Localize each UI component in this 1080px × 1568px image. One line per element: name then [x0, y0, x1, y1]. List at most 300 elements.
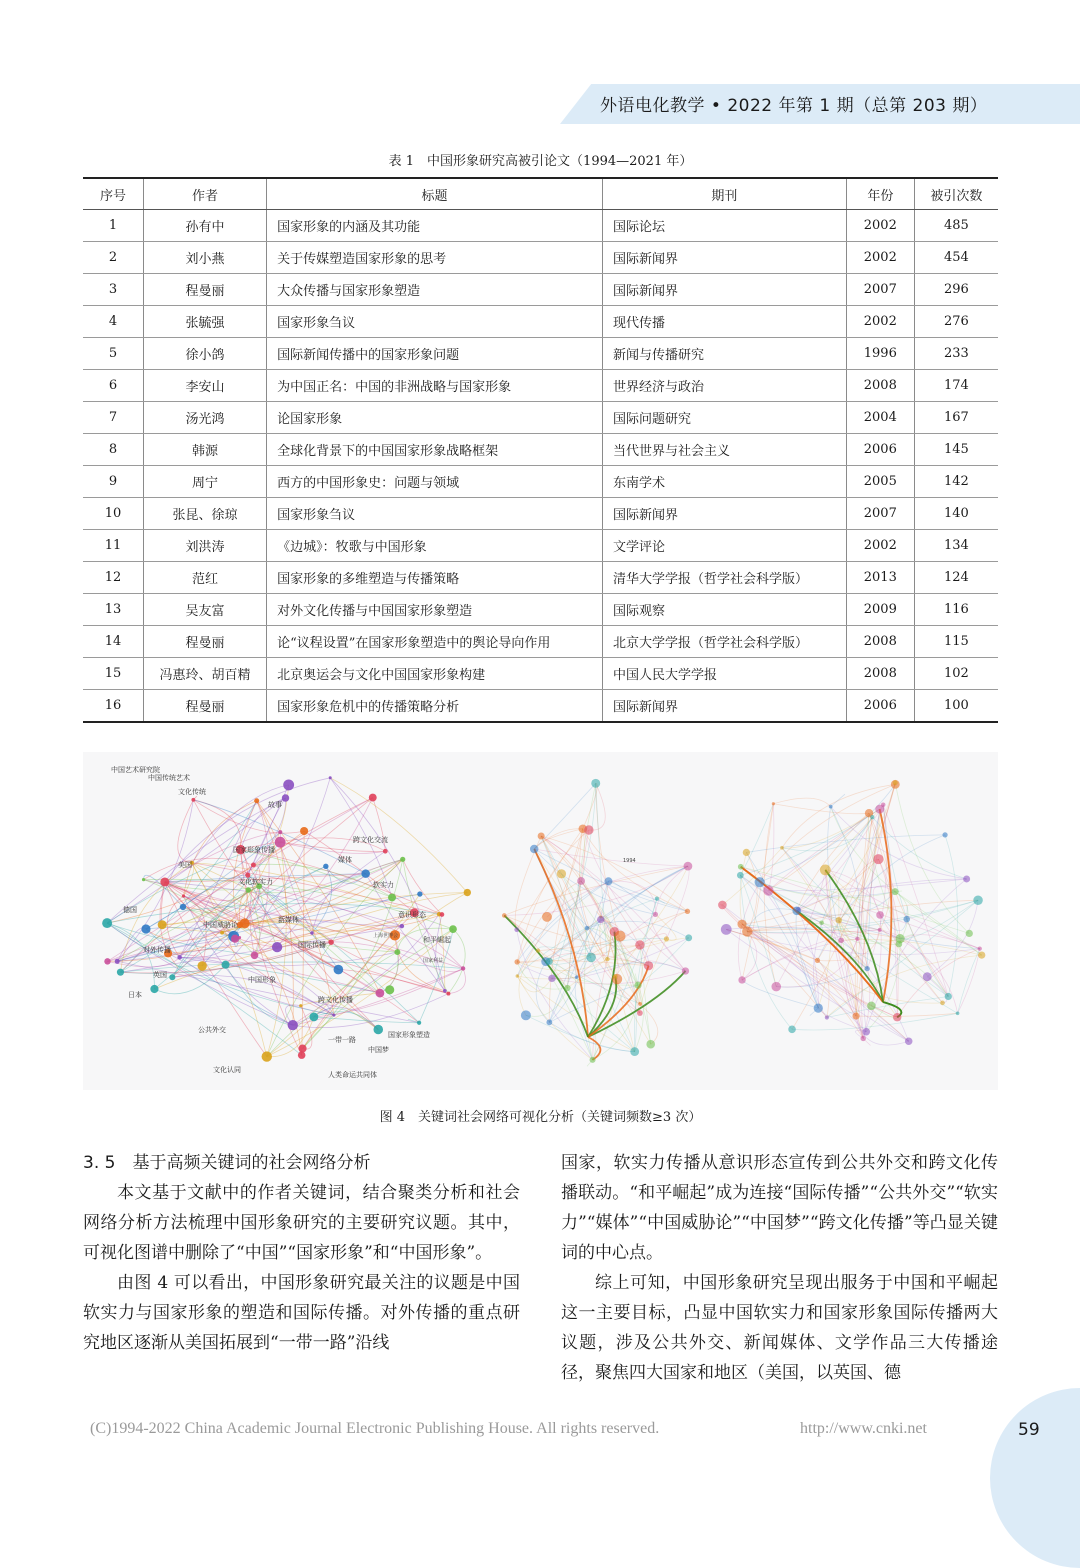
cell-title: 北京奥运会与文化中国国家形象构建 [267, 658, 603, 690]
network-node [873, 854, 883, 864]
cell-title: 国家形象刍议 [267, 306, 603, 338]
cell-citations: 124 [914, 562, 998, 594]
network-node [896, 941, 903, 948]
cell-number: 3 [83, 274, 143, 306]
network-node [417, 1021, 421, 1025]
network-node [630, 1047, 639, 1056]
table-row [83, 658, 998, 690]
network-keyword-label: 文化认同 [213, 1066, 241, 1074]
paragraph: 综上可知，中国形象研究呈现出服务于中国和平崛起这一主要目标，凸显中国软实力和国家形象国际传播两大议题，涉及公共外交、新闻媒体、文学作品三大传播途径，聚焦四大国家和地区（美国，以英国、德 [561, 1273, 998, 1383]
network-keyword-label: 英国 [153, 971, 167, 979]
network-node [446, 992, 450, 996]
network-node [635, 940, 644, 949]
network-node [963, 875, 970, 882]
cell-title: 《边城》：牧歌与中国形象 [267, 530, 603, 562]
network-node [288, 1020, 298, 1030]
cell-title: 论“议程设置”在国家形象塑造中的舆论导向作用 [267, 626, 603, 658]
cell-journal: 当代世界与社会主义 [602, 434, 846, 466]
network-node [169, 974, 175, 980]
cell-year: 2008 [846, 658, 914, 690]
cell-citations: 174 [914, 370, 998, 402]
cell-year: 2002 [846, 306, 914, 338]
cell-author: 刘小燕 [143, 242, 266, 274]
network-keyword-label: 国家利益 [423, 958, 444, 964]
paragraph: 国家，软实力传播从意识形态宣传到公共外交和跨文化传播联动。“和平崛起”成为连接“国际传播”“公共外交”“软实力”“媒体”“中国威胁论”“中国梦”“跨文化传播”等凸显关键词的中心点。 [561, 1153, 998, 1263]
cell-author: 孙有中 [143, 210, 266, 242]
network-keyword-label: 中国传统艺术 [148, 774, 190, 782]
network-node [788, 1026, 796, 1034]
network-node [792, 906, 801, 915]
cell-journal: 现代传播 [602, 306, 846, 338]
network-node [104, 958, 110, 964]
network-node [755, 877, 765, 887]
network-node [923, 972, 932, 981]
cell-number: 7 [83, 402, 143, 434]
cell-citations: 142 [914, 466, 998, 498]
network-node [516, 974, 520, 978]
left-column [83, 1148, 520, 1358]
network-node [585, 926, 590, 931]
network-node [615, 931, 626, 942]
network-node [682, 967, 689, 974]
network-node [502, 913, 507, 918]
network-node [646, 1040, 655, 1049]
network-node [870, 815, 874, 819]
cell-number: 1 [83, 210, 143, 242]
cell-title: 大众传播与国家形象塑造 [267, 274, 603, 306]
network-keyword-label: 中国威胁论 [203, 921, 238, 929]
cnki-link[interactable]: http://www.cnki.net [800, 1420, 927, 1437]
table-row [83, 690, 998, 723]
cell-number: 6 [83, 370, 143, 402]
network-node [115, 959, 120, 964]
network-node [605, 957, 609, 961]
network-node [246, 887, 251, 892]
cell-author: 张毓强 [143, 306, 266, 338]
table-row [83, 306, 998, 338]
cell-journal: 世界经济与政治 [602, 370, 846, 402]
cell-number: 10 [83, 498, 143, 530]
network-keyword-label: 对外传播 [143, 946, 171, 954]
cell-year: 2002 [846, 530, 914, 562]
cell-year: 2008 [846, 626, 914, 658]
journal-header: 外语电化教学 • 2022 年第 1 期（总第 203 期） [600, 96, 988, 116]
network-keyword-label: 中国艺术研究院 [111, 766, 160, 774]
network-node [771, 982, 781, 992]
table-row [83, 434, 998, 466]
cell-journal: 国际新闻界 [602, 274, 846, 306]
network-keyword-label: 跨文化交流 [353, 836, 388, 844]
network-node [634, 982, 641, 989]
network-node [814, 1003, 823, 1012]
table-row [83, 626, 998, 658]
cell-year: 2013 [846, 562, 914, 594]
network-node [590, 1057, 596, 1063]
cell-author: 徐小鸽 [143, 338, 266, 370]
network-node [530, 845, 539, 854]
cell-title: 国际新闻传播中的国家形象问题 [267, 338, 603, 370]
network-node [385, 985, 394, 994]
cell-number: 8 [83, 434, 143, 466]
network-keyword-label: 意识形态 [398, 911, 426, 919]
network-node [328, 939, 334, 945]
network-node [383, 849, 388, 854]
network-node [160, 877, 169, 886]
paragraph: 本文基于文献中的作者关键词，结合聚类分析和社会网络分析方法梳理中国形象研究的主要研究议题。其中，可视化图谱中删除了“中国”“国家形象”和“中国形象”。 [83, 1183, 520, 1263]
network-node [564, 985, 570, 991]
network-node [309, 1012, 318, 1021]
col-header-journal: 期刊 [602, 178, 846, 210]
network-keyword-label: 中国形象 [248, 976, 276, 984]
network-node [860, 1036, 865, 1041]
network-node [835, 917, 841, 923]
table-row [83, 498, 998, 530]
cell-year: 2006 [846, 690, 914, 723]
copyright-footer: (C)1994-2022 China Academic Journal Electronic Publishing House. All rights reserved. [90, 1420, 660, 1437]
network-node [275, 837, 286, 848]
network-node [597, 916, 604, 923]
cell-author: 周宁 [143, 466, 266, 498]
network-node [369, 794, 377, 802]
network-node [158, 920, 167, 929]
cell-citations: 100 [914, 690, 998, 723]
network-node [718, 901, 727, 910]
cell-citations: 276 [914, 306, 998, 338]
network-graphs [83, 752, 998, 1090]
network-keyword-label: 跨文化传播 [318, 996, 353, 1004]
network-keyword-label: 和平崛起 [423, 936, 451, 944]
cell-journal: 国际观察 [602, 594, 846, 626]
citation-table [83, 177, 998, 723]
network-node [655, 897, 659, 901]
network-node [763, 885, 773, 895]
network-node [867, 1002, 876, 1011]
network-node [310, 931, 314, 935]
network-node [586, 953, 596, 963]
cell-citations: 167 [914, 402, 998, 434]
table-row [83, 210, 998, 242]
network-node [251, 951, 259, 959]
network-node [878, 928, 882, 932]
network-node [829, 805, 833, 809]
cell-citations: 145 [914, 434, 998, 466]
network-node [737, 872, 744, 879]
network-node [966, 930, 973, 937]
network-node [449, 925, 457, 933]
network-node [819, 920, 824, 925]
network-node [973, 895, 983, 905]
cell-title: 论国家形象 [267, 402, 603, 434]
cell-journal: 新闻与传播研究 [602, 338, 846, 370]
cell-title: 对外文化传播与中国国家形象塑造 [267, 594, 603, 626]
network-node [142, 878, 145, 881]
network-node [637, 1010, 643, 1016]
network-node [542, 912, 552, 922]
cell-author: 范红 [143, 562, 266, 594]
network-node [464, 889, 471, 896]
page-number-blob [990, 1388, 1080, 1568]
network-node [272, 942, 282, 952]
col-header-year: 年份 [846, 178, 914, 210]
network-node [903, 916, 910, 923]
network-node [584, 825, 593, 834]
network-keyword-label: 国家形象传播 [233, 846, 275, 854]
network-node [283, 779, 294, 790]
cell-year: 2007 [846, 274, 914, 306]
network-node [231, 935, 239, 943]
table-header-row [83, 178, 998, 210]
network-node [400, 857, 405, 862]
network-node [300, 827, 308, 835]
network-node [102, 918, 112, 928]
cell-citations: 134 [914, 530, 998, 562]
network-node [604, 877, 612, 885]
cell-title: 国家形象的内涵及其功能 [267, 210, 603, 242]
network-node [417, 891, 422, 896]
cell-author: 程曼丽 [143, 274, 266, 306]
network-node [876, 911, 884, 919]
network-node [299, 1044, 307, 1052]
network-node [388, 893, 396, 901]
section-title: 3. 5 基于高频关键词的社会网络分析 [83, 1153, 371, 1173]
cell-journal: 国际问题研究 [602, 402, 846, 434]
network-node [197, 961, 206, 970]
network-keyword-label: 公共外交 [198, 1026, 226, 1034]
cell-citations: 140 [914, 498, 998, 530]
cell-journal: 国际新闻界 [602, 498, 846, 530]
cell-journal: 北京大学学报（哲学社会科学版） [602, 626, 846, 658]
network-node [684, 862, 693, 871]
network-node [521, 1010, 531, 1020]
cell-journal: 国际论坛 [602, 210, 846, 242]
network-node [575, 975, 578, 978]
cell-title: 为中国正名：中国的非洲战略与国家形象 [267, 370, 603, 402]
network-node [282, 794, 289, 801]
network-keyword-label: 人类命运共同体 [328, 1071, 377, 1079]
network-node [245, 873, 250, 878]
network-node [644, 961, 653, 970]
network-node [514, 927, 519, 932]
cell-title: 关于传媒塑造国家形象的思考 [267, 242, 603, 274]
cell-author: 吴友富 [143, 594, 266, 626]
network-node [721, 924, 732, 935]
cell-author: 冯惠玲、胡百精 [143, 658, 266, 690]
cell-title: 全球化背景下的中国国家形象战略框架 [267, 434, 603, 466]
cell-year: 2005 [846, 466, 914, 498]
network-node [254, 798, 259, 803]
network-node [329, 776, 332, 779]
cell-number: 16 [83, 690, 143, 723]
network-node [865, 966, 870, 971]
cell-citations: 115 [914, 626, 998, 658]
network-node [591, 779, 600, 788]
network-node [820, 865, 831, 876]
figure-caption: 图 4 关键词社会网络可视化分析（关键词频数≥3 次） [379, 1110, 702, 1125]
network-node [892, 888, 899, 895]
network-node [191, 798, 195, 802]
network-node [577, 877, 585, 885]
network-keyword-label: 新媒体 [278, 916, 299, 924]
cell-number: 11 [83, 530, 143, 562]
network-node [150, 985, 158, 993]
network-node [180, 904, 186, 910]
network-node [780, 846, 784, 850]
network-node [557, 869, 566, 878]
cell-title: 国家形象的多维塑造与传播策略 [267, 562, 603, 594]
col-header-author: 作者 [143, 178, 266, 210]
network-node [772, 802, 775, 805]
cell-journal: 国际新闻界 [602, 690, 846, 723]
network-node [664, 936, 669, 941]
network-node [299, 1004, 302, 1007]
network-keyword-label: 文化传统 [178, 788, 206, 796]
table-row [83, 466, 998, 498]
cell-year: 2007 [846, 498, 914, 530]
cell-number: 2 [83, 242, 143, 274]
col-header-title: 标题 [267, 178, 603, 210]
page-number: 59 [1018, 1420, 1040, 1440]
network-node [838, 937, 844, 943]
cell-number: 13 [83, 594, 143, 626]
network-keyword-label: 文化软实力 [238, 878, 273, 886]
network-node [394, 949, 400, 955]
network-node [323, 864, 328, 869]
network-node [852, 1012, 859, 1019]
network-node [738, 864, 744, 870]
network-node [238, 936, 241, 939]
network-node [298, 1051, 306, 1059]
network-node [538, 832, 545, 839]
cell-number: 14 [83, 626, 143, 658]
cell-number: 12 [83, 562, 143, 594]
network-node [613, 974, 617, 978]
network-node [978, 951, 985, 958]
network-node [685, 934, 692, 941]
network-keyword-label: 国家形象塑造 [388, 1031, 430, 1039]
cell-year: 2004 [846, 402, 914, 434]
network-node [893, 780, 898, 785]
network-node [262, 1051, 272, 1061]
keyword-network-figure [83, 752, 998, 1090]
network-node [440, 912, 445, 917]
cell-title: 西方的中国形象史：问题与领域 [267, 466, 603, 498]
cell-journal: 国际新闻界 [602, 242, 846, 274]
col-header-number: 序号 [83, 178, 143, 210]
network-node [400, 924, 405, 929]
cell-year: 1996 [846, 338, 914, 370]
cell-number: 15 [83, 658, 143, 690]
network-keyword-label: 中国梦 [368, 1046, 389, 1054]
table-row [83, 274, 998, 306]
network-node [361, 869, 370, 878]
cell-year: 2008 [846, 370, 914, 402]
cell-author: 汤光鸿 [143, 402, 266, 434]
network-node [653, 912, 658, 917]
cell-author: 张昆、徐琼 [143, 498, 266, 530]
network-node [685, 909, 690, 914]
network-node [220, 931, 224, 935]
cell-author: 韩源 [143, 434, 266, 466]
network-node [945, 993, 952, 1000]
network-node [546, 958, 553, 965]
network-node [742, 926, 752, 936]
table-row [83, 402, 998, 434]
network-node [855, 937, 859, 941]
network-keyword-label: 德国 [123, 906, 137, 914]
network-keyword-label: 故事 [268, 801, 282, 809]
network-node [743, 849, 750, 856]
network-keyword-label: 日本 [128, 991, 142, 999]
network-node [182, 894, 185, 897]
network-keyword-label: 上海世博会 [373, 933, 399, 939]
network-node [956, 1011, 960, 1015]
cell-citations: 102 [914, 658, 998, 690]
network-node [443, 989, 447, 993]
table-row [83, 338, 998, 370]
table-caption: 表 1 中国形象研究高被引论文（1994—2021 年） [388, 154, 693, 169]
cell-author: 李安山 [143, 370, 266, 402]
cell-author: 程曼丽 [143, 626, 266, 658]
cell-number: 5 [83, 338, 143, 370]
network-node [881, 802, 885, 806]
cell-author: 程曼丽 [143, 690, 266, 723]
cell-title: 国家形象刍议 [267, 498, 603, 530]
table-row [83, 530, 998, 562]
table-row [83, 594, 998, 626]
network-node [334, 965, 344, 975]
network-keyword-label: 国际传播 [298, 941, 326, 949]
network-node [738, 976, 745, 983]
network-keyword-label: 美国 [178, 861, 192, 869]
network-node [278, 830, 282, 834]
network-node [251, 862, 256, 867]
col-header-citations: 被引次数 [914, 178, 998, 210]
table-row [83, 242, 998, 274]
cell-citations: 233 [914, 338, 998, 370]
network-node [825, 1015, 829, 1019]
network-node [940, 1001, 945, 1006]
cell-year: 2009 [846, 594, 914, 626]
right-column [561, 1148, 998, 1388]
cell-journal: 文学评论 [602, 530, 846, 562]
network-node [536, 949, 540, 953]
table-row [83, 562, 998, 594]
network-node [514, 959, 519, 964]
network-node [373, 1025, 383, 1035]
cell-citations: 485 [914, 210, 998, 242]
network-node [862, 1028, 870, 1036]
network-node [376, 989, 385, 998]
network-node [221, 961, 229, 969]
network-node [893, 1013, 901, 1021]
network-node [905, 1037, 913, 1045]
cell-title: 国家形象危机中的传播策略分析 [267, 690, 603, 723]
cell-year: 2006 [846, 434, 914, 466]
cell-citations: 454 [914, 242, 998, 274]
cell-year: 2002 [846, 242, 914, 274]
cell-author: 刘洪涛 [143, 530, 266, 562]
network-node [461, 966, 465, 970]
network-node [332, 1014, 335, 1017]
network-node [815, 958, 820, 963]
network-node [177, 955, 182, 960]
network-node [117, 969, 124, 976]
network-keyword-label: 软实力 [373, 881, 394, 889]
network-keyword-label: 一带一路 [328, 1036, 356, 1044]
cell-number: 9 [83, 466, 143, 498]
table-row [83, 370, 998, 402]
cell-journal: 东南学术 [602, 466, 846, 498]
